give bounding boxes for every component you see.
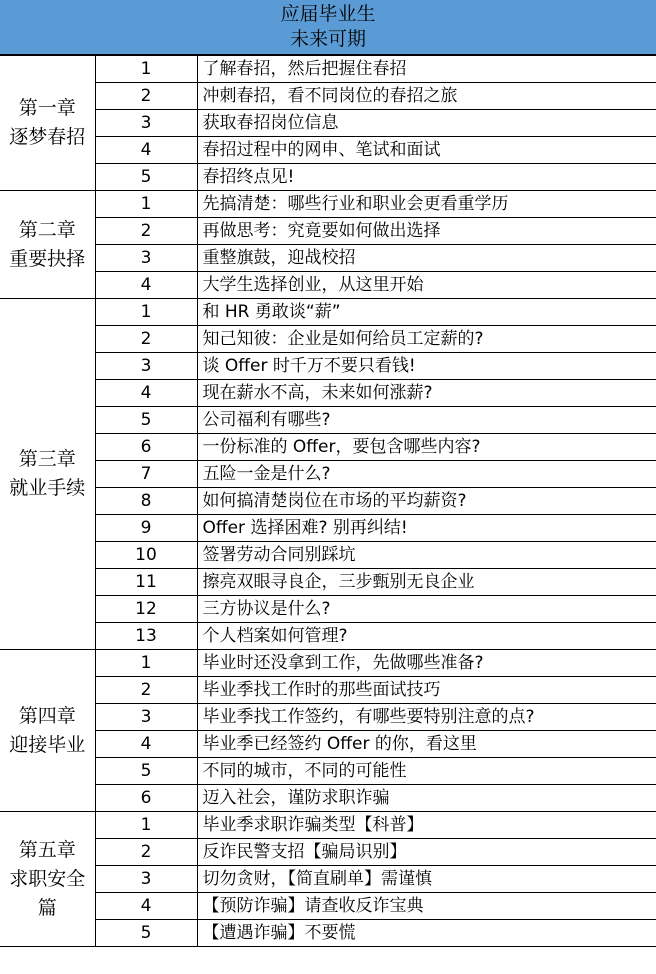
table-header — [0, 0, 656, 55]
table-row — [0, 380, 656, 407]
table-row — [0, 83, 656, 110]
table-row — [0, 839, 656, 866]
chapter-name-cell — [0, 191, 95, 299]
section-number: 1 — [95, 56, 197, 83]
chapter-name-line: 求职安全 — [9, 867, 86, 890]
section-number: 12 — [95, 596, 197, 623]
section-number: 10 — [95, 542, 197, 569]
table-row — [0, 272, 656, 299]
section-number: 5 — [95, 920, 197, 947]
section-title: 如何搞清楚岗位在市场的平均薪资? — [197, 488, 656, 515]
section-title: 和 HR 勇敢谈“薪” — [197, 299, 656, 326]
chapter-name-line: 第一章 — [18, 97, 76, 119]
chapter-name-line: 第三章 — [18, 448, 76, 470]
section-number: 7 — [95, 461, 197, 488]
table-row — [0, 785, 656, 812]
section-title: Offer 选择困难? 别再纠结! — [197, 515, 656, 542]
chapter-name-cell — [0, 650, 95, 812]
section-number: 3 — [95, 704, 197, 731]
section-number: 3 — [95, 353, 197, 380]
table-row — [0, 191, 656, 218]
table-row — [0, 542, 656, 569]
section-number: 2 — [95, 839, 197, 866]
section-title: 一份标准的 Offer，要包含哪些内容? — [197, 434, 656, 461]
section-number: 4 — [95, 731, 197, 758]
section-title: 迈入社会，谨防求职诈骗 — [197, 785, 656, 812]
section-title: 【遭遇诈骗】不要慌 — [197, 920, 656, 947]
section-number: 5 — [95, 164, 197, 191]
section-title: 大学生选择创业，从这里开始 — [197, 272, 656, 299]
section-number: 9 — [95, 515, 197, 542]
section-title: 冲刺春招，看不同岗位的春招之旅 — [197, 83, 656, 110]
section-title: 先搞清楚：哪些行业和职业会更看重学历 — [197, 191, 656, 218]
section-title: 三方协议是什么? — [197, 596, 656, 623]
section-title: 反诈民警支招【骗局识别】 — [197, 839, 656, 866]
table-row — [0, 245, 656, 272]
section-number: 2 — [95, 218, 197, 245]
table-row — [0, 326, 656, 353]
section-number: 8 — [95, 488, 197, 515]
section-title: 谈 Offer 时千万不要只看钱! — [197, 353, 656, 380]
chapter-name-line: 篇 — [37, 896, 57, 919]
section-title: 了解春招，然后把握住春招 — [197, 56, 656, 83]
table-row — [0, 218, 656, 245]
table-row — [0, 488, 656, 515]
table-row — [0, 569, 656, 596]
table-row — [0, 164, 656, 191]
chapter-name-line: 迎接毕业 — [9, 733, 86, 756]
chapter-name-cell — [0, 812, 95, 947]
section-number: 2 — [95, 326, 197, 353]
section-number: 11 — [95, 569, 197, 596]
section-number: 4 — [95, 380, 197, 407]
section-number: 5 — [95, 407, 197, 434]
table-row — [0, 137, 656, 164]
table-row — [0, 434, 656, 461]
section-title: 公司福利有哪些? — [197, 407, 656, 434]
chapter-name-cell — [0, 299, 95, 650]
section-title: 毕业季找工作签约，有哪些要特别注意的点? — [197, 704, 656, 731]
header-title: 应届毕业生 — [280, 3, 376, 25]
table-row — [0, 731, 656, 758]
section-number: 4 — [95, 137, 197, 164]
section-title: 擦亮双眼寻良企，三步甄别无良企业 — [197, 569, 656, 596]
chapter-name-cell — [0, 56, 95, 191]
header-subtitle: 未来可期 — [289, 28, 366, 50]
table-row — [0, 353, 656, 380]
chapter-name-line: 第二章 — [18, 218, 76, 241]
section-title: 现在薪水不高，未来如何涨薪? — [197, 380, 656, 407]
section-number: 5 — [95, 758, 197, 785]
section-title: 个人档案如何管理? — [197, 623, 656, 650]
table-row — [0, 893, 656, 920]
chapter-name-line: 逐梦春招 — [9, 126, 86, 148]
section-title: 不同的城市，不同的可能性 — [197, 758, 656, 785]
table-row — [0, 758, 656, 785]
table-row — [0, 56, 656, 83]
chapter-name-line: 第五章 — [18, 838, 76, 861]
section-number: 1 — [95, 191, 197, 218]
section-title: 【预防诈骗】请查收反诈宝典 — [197, 893, 656, 920]
section-title: 再做思考：究竟要如何做出选择 — [197, 218, 656, 245]
toc-body — [0, 56, 656, 947]
section-title: 毕业季已经签约 Offer 的你，看这里 — [197, 731, 656, 758]
section-number: 4 — [95, 272, 197, 299]
section-title: 重整旗鼓，迎战校招 — [197, 245, 656, 272]
section-title: 获取春招岗位信息 — [197, 110, 656, 137]
chapter-name-line: 第四章 — [18, 704, 76, 727]
table-row — [0, 677, 656, 704]
section-title: 春招终点见! — [197, 164, 656, 191]
toc-table — [0, 55, 656, 947]
table-row — [0, 299, 656, 326]
section-number: 6 — [95, 785, 197, 812]
section-number: 2 — [95, 83, 197, 110]
section-title: 毕业季求职诈骗类型【科普】 — [197, 812, 656, 839]
section-title: 春招过程中的网申、笔试和面试 — [197, 137, 656, 164]
table-row — [0, 110, 656, 137]
table-row — [0, 407, 656, 434]
section-title: 切勿贪财，【简直刷单】需谨慎 — [197, 866, 656, 893]
table-row — [0, 515, 656, 542]
table-row — [0, 866, 656, 893]
section-title: 五险一金是什么? — [197, 461, 656, 488]
table-row — [0, 461, 656, 488]
section-number: 6 — [95, 434, 197, 461]
section-number: 1 — [95, 299, 197, 326]
section-number: 3 — [95, 110, 197, 137]
table-row — [0, 920, 656, 947]
section-number: 13 — [95, 623, 197, 650]
section-number: 1 — [95, 812, 197, 839]
section-number: 1 — [95, 650, 197, 677]
section-title: 毕业季找工作时的那些面试技巧 — [197, 677, 656, 704]
table-row — [0, 812, 656, 839]
chapter-name-line: 重要抉择 — [9, 247, 86, 270]
section-title: 知己知彼：企业是如何给员工定薪的? — [197, 326, 656, 353]
section-title: 毕业时还没拿到工作，先做哪些准备? — [197, 650, 656, 677]
section-number: 3 — [95, 866, 197, 893]
section-number: 2 — [95, 677, 197, 704]
table-row — [0, 623, 656, 650]
table-row — [0, 650, 656, 677]
table-row — [0, 596, 656, 623]
section-number: 4 — [95, 893, 197, 920]
chapter-name-line: 就业手续 — [9, 477, 86, 499]
section-number: 3 — [95, 245, 197, 272]
section-title: 签署劳动合同别踩坑 — [197, 542, 656, 569]
table-row — [0, 704, 656, 731]
